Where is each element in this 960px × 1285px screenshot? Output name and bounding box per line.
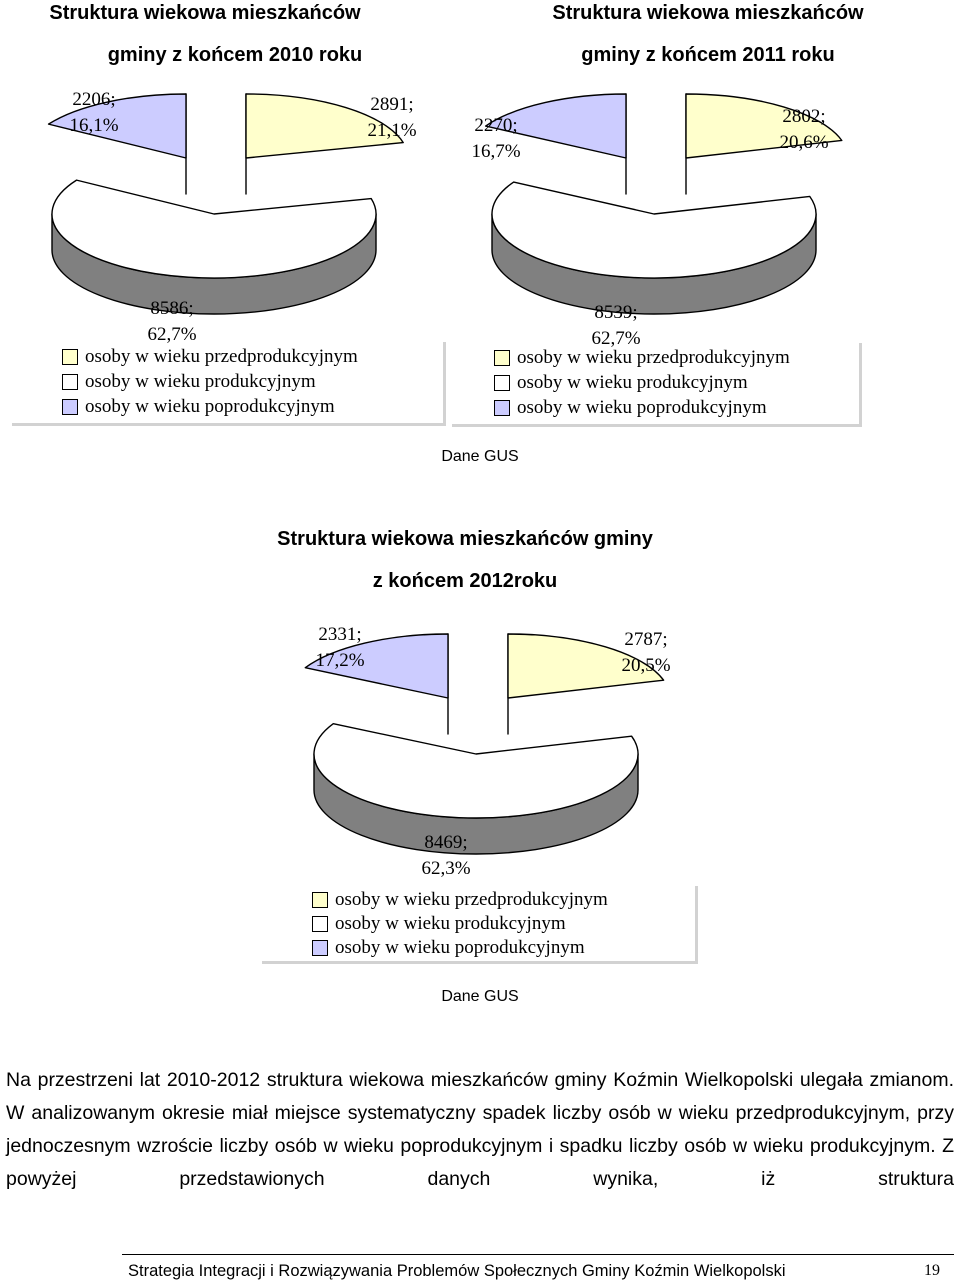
- legend-label: osoby w wieku produkcyjnym: [85, 370, 316, 392]
- chart-2011-label-poprodukcyjny-pct: 16,7%: [471, 141, 521, 162]
- chart-2012-label-przedprodukcyjny-value: 2787;: [624, 629, 668, 650]
- chart-2012-label-produkcyjny-pct: 62,3%: [421, 858, 471, 879]
- legend-item: [494, 370, 859, 395]
- legend-item: [312, 888, 695, 912]
- chart-2012-label-przedprodukcyjny: [608, 627, 684, 679]
- legend-swatch-przedprodukcyjny: [312, 892, 328, 908]
- legend-label: osoby w wieku przedprodukcyjnym: [85, 345, 358, 367]
- legend-swatch-poprodukcyjny: [312, 940, 328, 956]
- legend-swatch-przedprodukcyjny: [494, 350, 510, 366]
- chart-2011-title-line1: Struktura wiekowa mieszkańców: [552, 2, 864, 24]
- chart-2011-label-przedprodukcyjny-pct: 20,6%: [779, 132, 829, 153]
- legend-label: osoby w wieku poprodukcyjnym: [85, 395, 335, 417]
- legend-label: osoby w wieku poprodukcyjnym: [335, 937, 585, 958]
- chart-2012-label-poprodukcyjny-value: 2331;: [318, 624, 362, 645]
- chart-2011-label-poprodukcyjny-value: 2270;: [474, 115, 518, 136]
- legend-label: osoby w wieku przedprodukcyjnym: [335, 889, 608, 910]
- chart-2011-label-produkcyjny-value: 8539;: [594, 302, 638, 323]
- chart-2011-label-przedprodukcyjny-value: 2802;: [782, 106, 826, 127]
- legend-label: osoby w wieku produkcyjnym: [335, 913, 566, 934]
- chart-2012-label-produkcyjny-value: 8469;: [424, 832, 468, 853]
- chart-2012-legend: [262, 886, 698, 964]
- legend-item: [62, 344, 443, 369]
- legend-item: [62, 394, 443, 419]
- source-note-bottom: Dane GUS: [441, 988, 519, 1005]
- chart-2011-legend: [452, 343, 862, 427]
- legend-item: [312, 936, 695, 960]
- chart-2010-label-poprodukcyjny-value: 2206;: [72, 89, 116, 110]
- chart-2010-label-przedprodukcyjny-pct: 21,1%: [367, 120, 417, 141]
- chart-2012-title-line2: z końcem 2012roku: [372, 570, 558, 592]
- chart-2010-label-produkcyjny-value: 8586;: [150, 298, 194, 319]
- chart-2012-title-line1: Struktura wiekowa mieszkańców gminy: [277, 528, 653, 550]
- legend-item: [312, 912, 695, 936]
- chart-2010-title-line2: gminy z końcem 2010 roku: [107, 44, 363, 66]
- chart-2010-label-poprodukcyjny: [56, 87, 132, 139]
- chart-2011-label-produkcyjny-pct: 62,7%: [591, 328, 641, 349]
- legend-item: [62, 369, 443, 394]
- chart-2010-label-poprodukcyjny-pct: 16,1%: [69, 115, 119, 136]
- legend-item: [494, 345, 859, 370]
- body-paragraph: Na przestrzeni lat 2010-2012 struktura wiekowa mieszkańców gminy Koźmin Wielkopolski ulegała zmianom. W analizowanym okresie miał miejsce systematyczny spadek liczby osób w wieku przedprodukcyjnym, przy jednoczesnym wzroście liczby osób w wieku poprodukcyjnym i spadku liczby osób w wieku produkcyjnym. Z powyżej przedstawionych danych wynika, iż struktura: [6, 1069, 954, 1190]
- chart-2010-title-line1: Struktura wiekowa mieszkańców: [49, 2, 361, 24]
- footer-divider: [122, 1254, 954, 1255]
- chart-2011-label-poprodukcyjny: [458, 113, 534, 165]
- chart-2010-label-przedprodukcyjny: [354, 92, 430, 144]
- chart-2011-title-line2: gminy z końcem 2011 roku: [581, 44, 835, 66]
- chart-2012-label-przedprodukcyjny-pct: 20,5%: [621, 655, 671, 676]
- chart-2012-label-poprodukcyjny-pct: 17,2%: [315, 650, 365, 671]
- legend-label: osoby w wieku poprodukcyjnym: [517, 396, 767, 418]
- legend-swatch-produkcyjny: [312, 916, 328, 932]
- chart-2012-label-poprodukcyjny: [302, 622, 378, 674]
- legend-swatch-przedprodukcyjny: [62, 349, 78, 365]
- chart-2010-label-produkcyjny: [134, 296, 210, 348]
- legend-label: osoby w wieku produkcyjnym: [517, 371, 748, 393]
- legend-swatch-produkcyjny: [62, 374, 78, 390]
- chart-2011-label-przedprodukcyjny: [766, 104, 842, 156]
- footer-text: Strategia Integracji i Rozwiązywania Problemów Społecznych Gminy Koźmin Wielkopolski: [128, 1262, 786, 1280]
- legend-swatch-poprodukcyjny: [494, 400, 510, 416]
- legend-item: [494, 395, 859, 420]
- chart-2012-label-produkcyjny: [408, 830, 484, 882]
- legend-label: osoby w wieku przedprodukcyjnym: [517, 346, 790, 368]
- chart-2010-label-produkcyjny-pct: 62,7%: [147, 324, 197, 345]
- source-note-top: Dane GUS: [441, 448, 519, 465]
- chart-2010-legend: [12, 342, 446, 426]
- chart-2010-label-przedprodukcyjny-value: 2891;: [370, 94, 414, 115]
- legend-swatch-produkcyjny: [494, 375, 510, 391]
- legend-swatch-poprodukcyjny: [62, 399, 78, 415]
- page-number: 19: [924, 1262, 940, 1279]
